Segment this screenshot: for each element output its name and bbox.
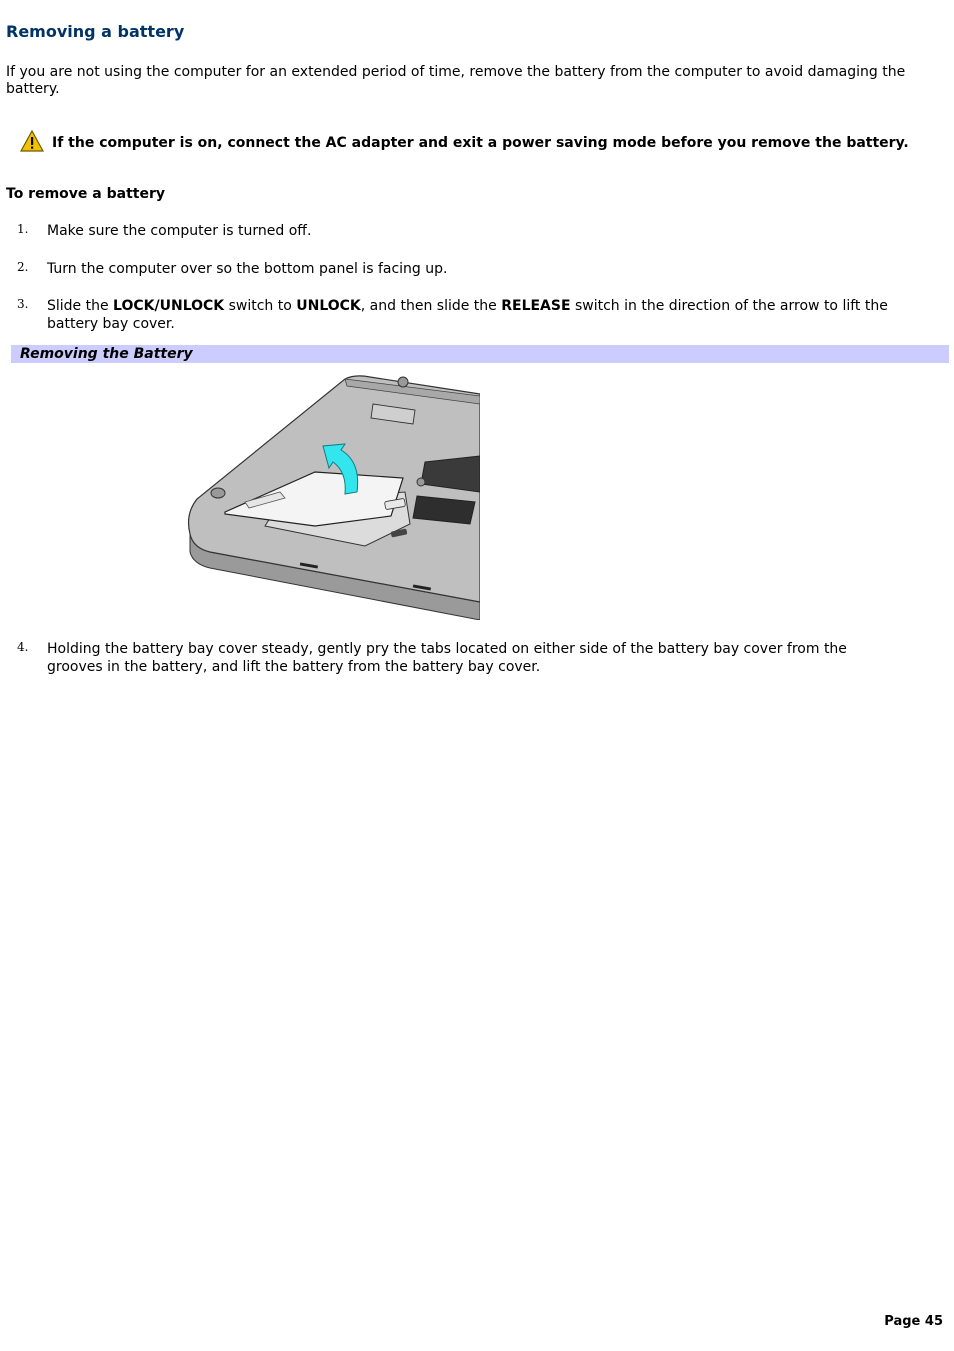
step-text: Make sure the computer is turned off. [47,223,312,239]
step-number: 4. [17,640,29,654]
release-label: RELEASE [501,298,571,314]
step-text: Turn the computer over so the bottom panel is facing up. [47,261,448,277]
step-number: 3. [17,297,29,311]
step-text-part: switch to [224,298,297,314]
intro-paragraph: If you are not using the computer for an extended period of time, remove the battery from the computer to avoid damaging the battery. [6,64,906,97]
unlock-label: UNLOCK [296,298,361,314]
step-text: Holding the battery bay cover steady, gently pry the tabs located on either side of the battery bay cover from the grooves in the battery, and lift the battery from the battery bay cover. [47,641,847,675]
warning-icon [20,130,44,152]
laptop-bottom-illustration [185,374,480,620]
step-number: 1. [17,222,29,236]
warning-text: If the computer is on, connect the AC adapter and exit a power saving mode before you remove the battery. [52,135,909,151]
figure-caption: Removing the Battery [20,346,193,362]
step-text [47,297,907,333]
page-title: Removing a battery [6,22,185,41]
step-text-part: switch in the direction of the arrow to lift the battery bay cover. [47,298,888,332]
page-number: Page 45 [884,1314,943,1329]
figure-caption-bar [11,345,949,363]
step-text-part: Slide the [47,298,114,314]
warning-note [20,130,940,152]
step-number: 2. [17,260,29,274]
lock-unlock-label: LOCK/UNLOCK [113,298,225,314]
procedure-heading: To remove a battery [6,186,165,202]
step-text-part: , and then slide the [360,298,502,314]
